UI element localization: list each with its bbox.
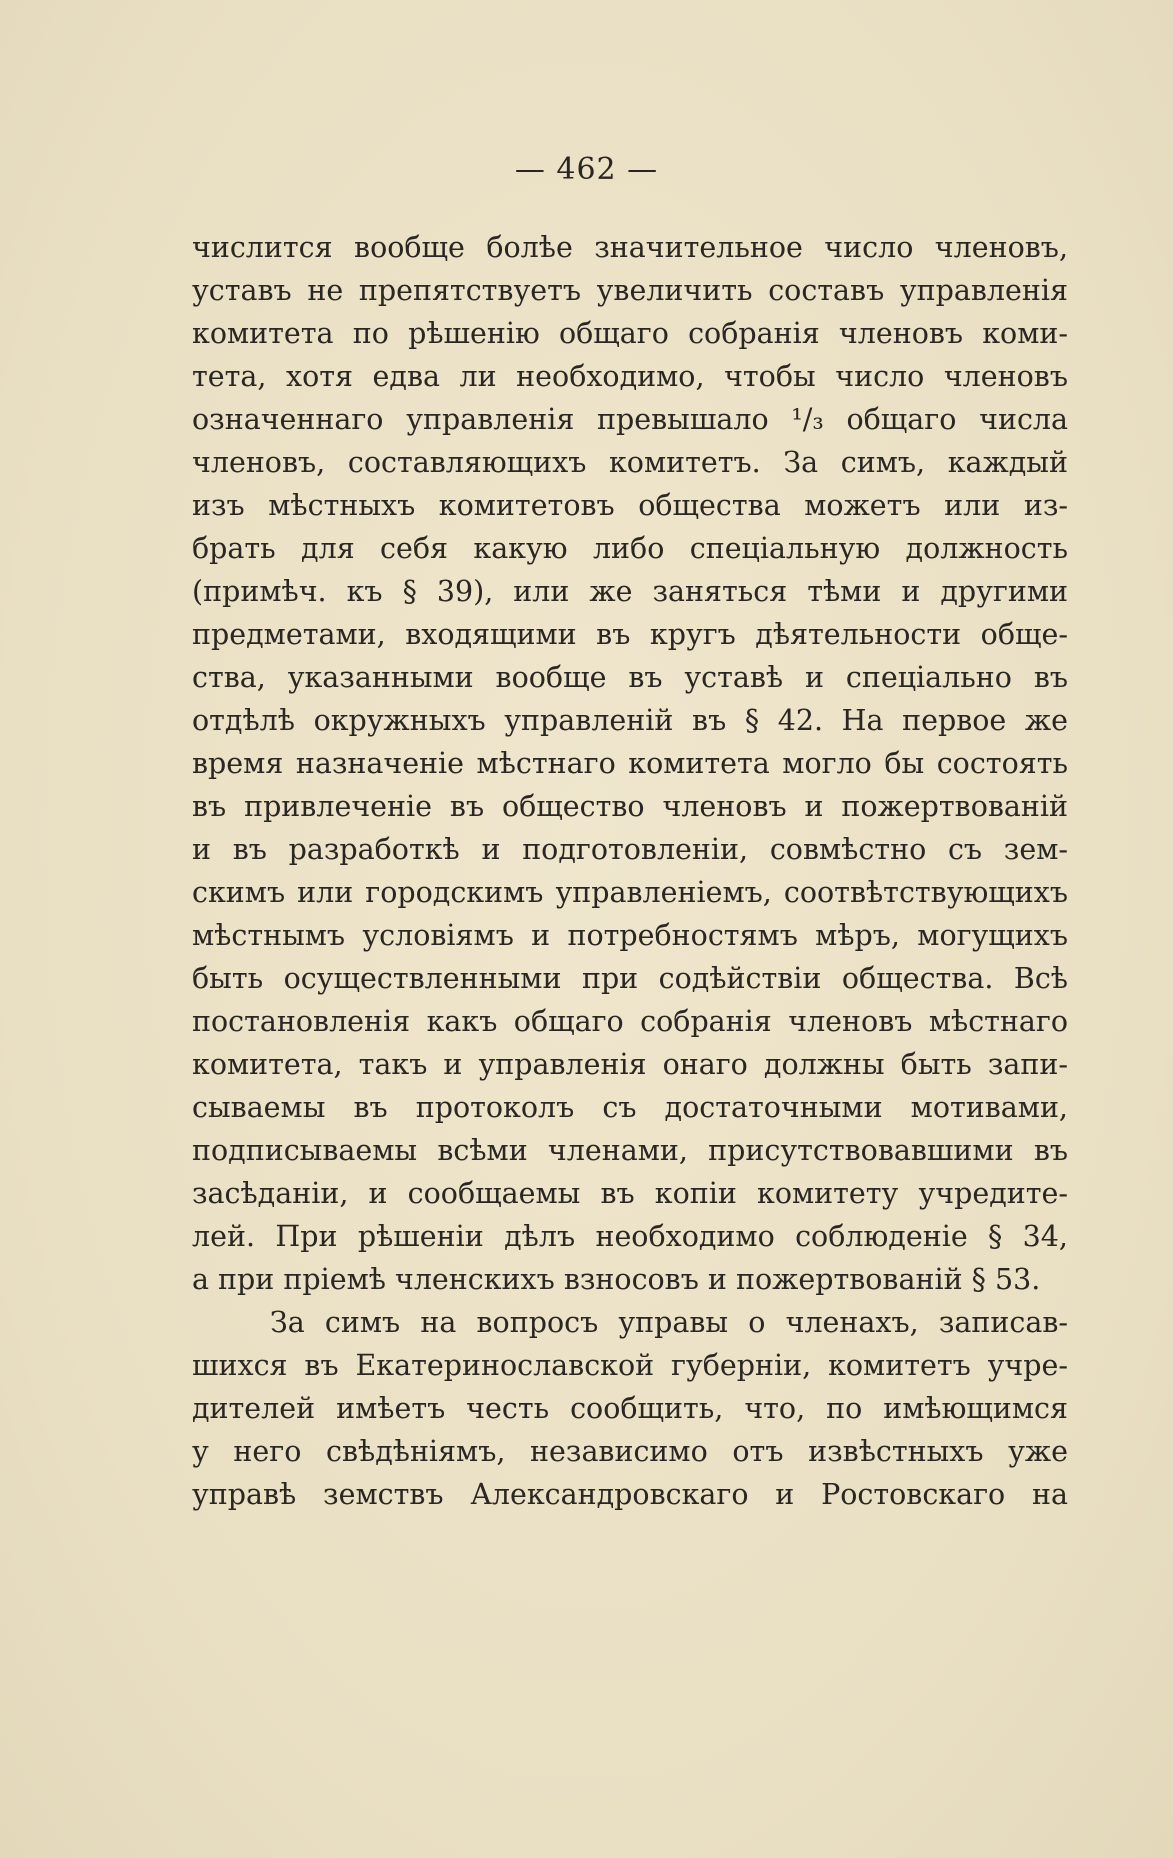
text-line: засѣданіи, и сообщаемы въ копіи комитету учредите- bbox=[192, 1177, 1068, 1210]
text-line: а при пріемѣ членскихъ взносовъ и пожертвованій § 53. bbox=[192, 1263, 1041, 1296]
text-line: лей. При рѣшеніи дѣлъ необходимо соблюденіе § 34, bbox=[192, 1220, 1068, 1253]
text-line: быть осуществленными при содѣйствіи общества. Всѣ bbox=[192, 962, 1068, 995]
text-line: За симъ на вопросъ управы о членахъ, записав- bbox=[270, 1306, 1068, 1339]
text-line: ства, указанными вообще въ уставѣ и спеціально въ bbox=[192, 661, 1068, 694]
text-line: мѣстнымъ условіямъ и потребностямъ мѣръ, могущихъ bbox=[192, 919, 1068, 952]
text-line: уставъ не препятствуетъ увеличить составъ управленія bbox=[192, 274, 1068, 307]
text-line: тета, хотя едва ли необходимо, чтобы число членовъ bbox=[192, 360, 1068, 393]
text-line: у него свѣдѣніямъ, независимо отъ извѣстныхъ уже bbox=[192, 1435, 1068, 1468]
text-line: числится вообще болѣе значительное число членовъ, bbox=[192, 231, 1068, 264]
text-line: шихся въ Екатеринославской губерніи, комитетъ учре- bbox=[192, 1349, 1068, 1382]
text-line: означеннаго управленія превышало ¹/₃ общаго числа bbox=[192, 403, 1068, 436]
paragraph-1 bbox=[192, 226, 1068, 1301]
text-line: постановленія какъ общаго собранія членовъ мѣстнаго bbox=[192, 1005, 1068, 1038]
text-line: въ привлеченіе въ общество членовъ и пожертвованій bbox=[192, 790, 1068, 823]
text-line: сываемы въ протоколъ съ достаточными мотивами, bbox=[192, 1091, 1068, 1124]
text-line: управѣ земствъ Александровскаго и Ростовскаго на bbox=[192, 1478, 1068, 1511]
text-line: скимъ или городскимъ управленіемъ, соотвѣтствующихъ bbox=[192, 876, 1068, 909]
text-line: отдѣлѣ окружныхъ управленій въ § 42. На первое же bbox=[192, 704, 1068, 737]
text-line: комитета, такъ и управленія онаго должны быть запи- bbox=[192, 1048, 1068, 1081]
text-line: и въ разработкѣ и подготовленіи, совмѣстно съ зем- bbox=[192, 833, 1068, 866]
text-line: (примѣч. къ § 39), или же заняться тѣми и другими bbox=[192, 575, 1068, 608]
text-line: членовъ, составляющихъ комитетъ. За симъ, каждый bbox=[192, 446, 1068, 479]
text-line: комитета по рѣшенію общаго собранія членовъ коми- bbox=[192, 317, 1068, 350]
text-line: изъ мѣстныхъ комитетовъ общества можетъ или из- bbox=[192, 489, 1068, 522]
text-line: брать для себя какую либо спеціальную должность bbox=[192, 532, 1068, 565]
paragraph-2 bbox=[192, 1301, 1068, 1516]
text-line: дителей имѣетъ честь сообщить, что, по имѣющимся bbox=[192, 1392, 1068, 1425]
text-line: подписываемы всѣми членами, присутствовавшими въ bbox=[192, 1134, 1068, 1167]
text-line: предметами, входящими въ кругъ дѣятельности обще- bbox=[192, 618, 1068, 651]
page-number: — 462 — bbox=[514, 152, 659, 187]
text-line: время назначеніе мѣстнаго комитета могло бы состоять bbox=[192, 747, 1068, 780]
body-text bbox=[192, 226, 1068, 1516]
